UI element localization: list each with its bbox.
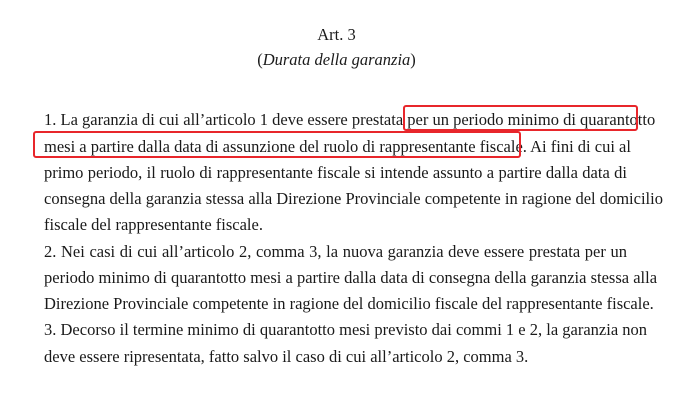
paragraph-1-line-4: consegna della garanzia stessa alla Direzione Provinciale competente in ragione del domicilio: [44, 189, 663, 208]
subtitle-open-paren: (: [257, 50, 263, 69]
article-subtitle: [0, 50, 673, 70]
paragraph-1-line-1: [44, 110, 656, 130]
paragraph-1-line-5: fiscale del rappresentante fiscale.: [44, 215, 263, 234]
article-title: Art. 3: [317, 25, 356, 44]
paragraph-1-line-1-start: 1. La garanzia di cui all’articolo 1 deve essere prestata pe: [44, 110, 423, 129]
paragraph-2-line-3: Direzione Provinciale competente in ragione del domicilio fiscale del rappresentante fiscale.: [44, 294, 654, 313]
paragraph-3-line-2: deve essere ripresentata, fatto salvo il caso di cui all’articolo 2, comma 3.: [44, 347, 529, 366]
paragraph-1-line-2-end: Ai fini di cui al: [526, 137, 631, 156]
highlighted-text-part-1: r un periodo minimo di quarantotto: [422, 110, 656, 129]
paragraph-1-line-3: primo periodo, il ruolo di rappresentante fiscale si intende assunto a partire dalla data di: [44, 163, 627, 182]
paragraph-2-line-1: 2. Nei casi di cui all’articolo 2, comma 3, la nuova garanzia deve essere prestata per un: [44, 242, 627, 261]
subtitle-close-paren: ): [410, 50, 416, 69]
paragraph-3-line-1: 3. Decorso il termine minimo di quarantotto mesi previsto dai commi 1 e 2, la garanzia non: [44, 320, 648, 339]
highlighted-text-part-2: mesi a partire dalla data di assunzione del ruolo di rappresentante fiscale.: [44, 137, 527, 156]
subtitle-text: Durata della garanzia: [262, 50, 411, 69]
paragraph-1-line-2: [44, 137, 631, 157]
paragraph-2-line-2: periodo minimo di quarantotto mesi a partire dalla data di consegna della garanzia stessa alla: [44, 268, 658, 287]
